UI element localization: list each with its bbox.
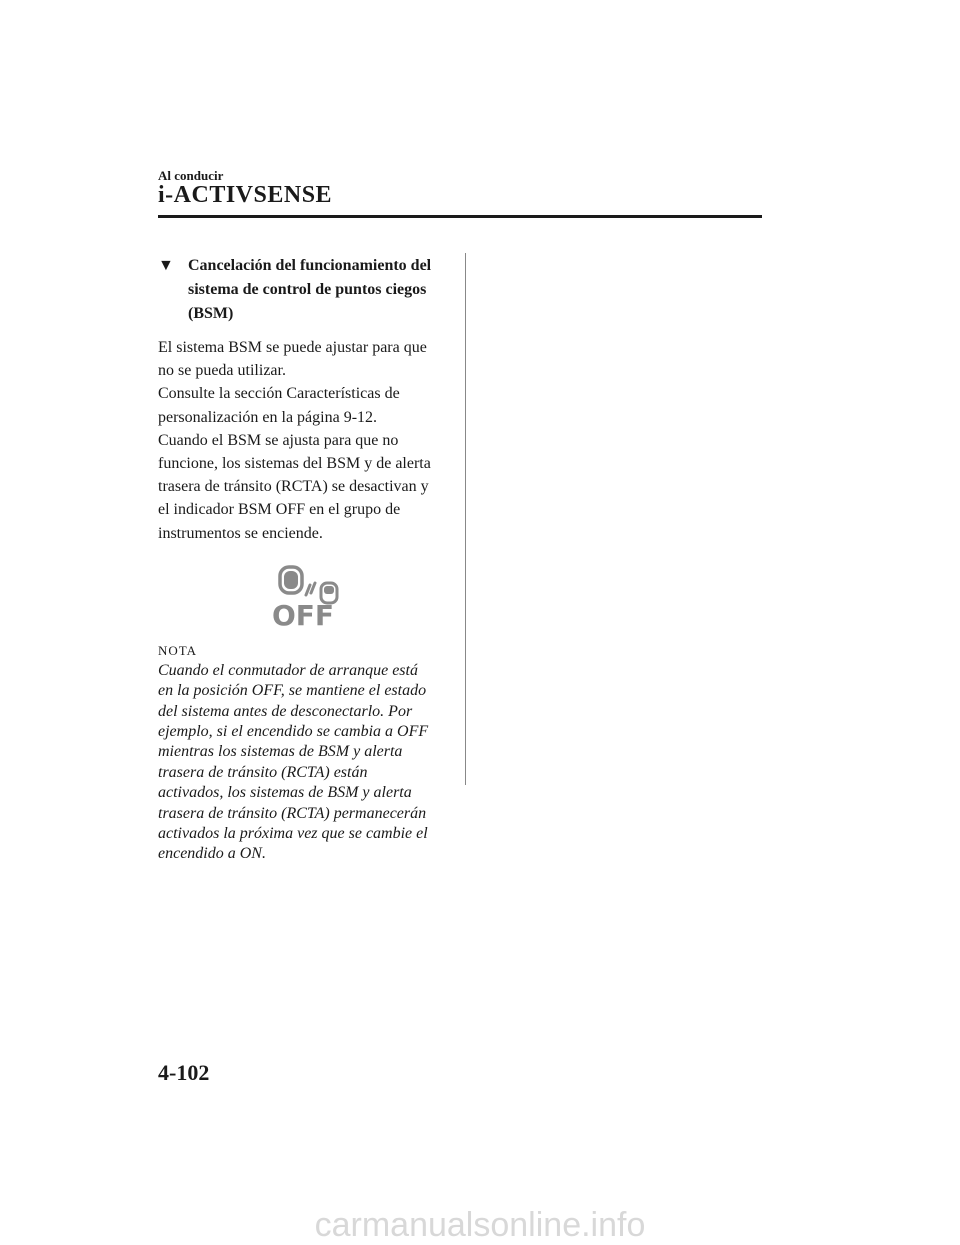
triangle-marker-icon: ▼ <box>158 257 174 274</box>
section-title: i-ACTIVSENSE <box>158 182 333 208</box>
note-text: Cuando el conmutador de arranque está en la posición OFF, se mantiene el estado del sistema antes de desconectarlo. Por ejemplo, si el encendido se cambia a OFF mientras los sistemas de BSM y alerta trasera de tránsito (RCTA) están activados, los sistemas de BSM y alerta trasera de tránsito (RCTA) permanecerán activados la próxima vez que se cambie el encendido a ON. <box>158 661 429 863</box>
body-paragraph: El sistema BSM se puede ajustar para que no se pueda utilizar. Consulte la sección Características de personalización en la página 9-12. Cuando el BSM se ajusta para que no funcione, los sistemas del BSM y de alerta trasera de tránsito (RCTA) se desactivan y el indicador BSM OFF en el grupo de instrumentos se enciende. <box>158 339 431 542</box>
watermark: carmanualsonline.info <box>314 1206 646 1244</box>
chapter-label: Al conducir <box>158 168 224 183</box>
main-column <box>158 254 446 865</box>
header-rule <box>158 215 762 218</box>
subsection-title: Cancelación del funcionamiento del sistema de control de puntos ciegos (BSM) <box>188 257 432 322</box>
subsection-heading <box>158 254 446 326</box>
page-number: 4-102 <box>158 1060 210 1085</box>
bsm-off-indicator-icon <box>268 563 358 629</box>
indicator-off-label: OFF <box>272 598 335 629</box>
column-divider <box>465 253 466 785</box>
note-label: NOTA <box>158 642 198 658</box>
